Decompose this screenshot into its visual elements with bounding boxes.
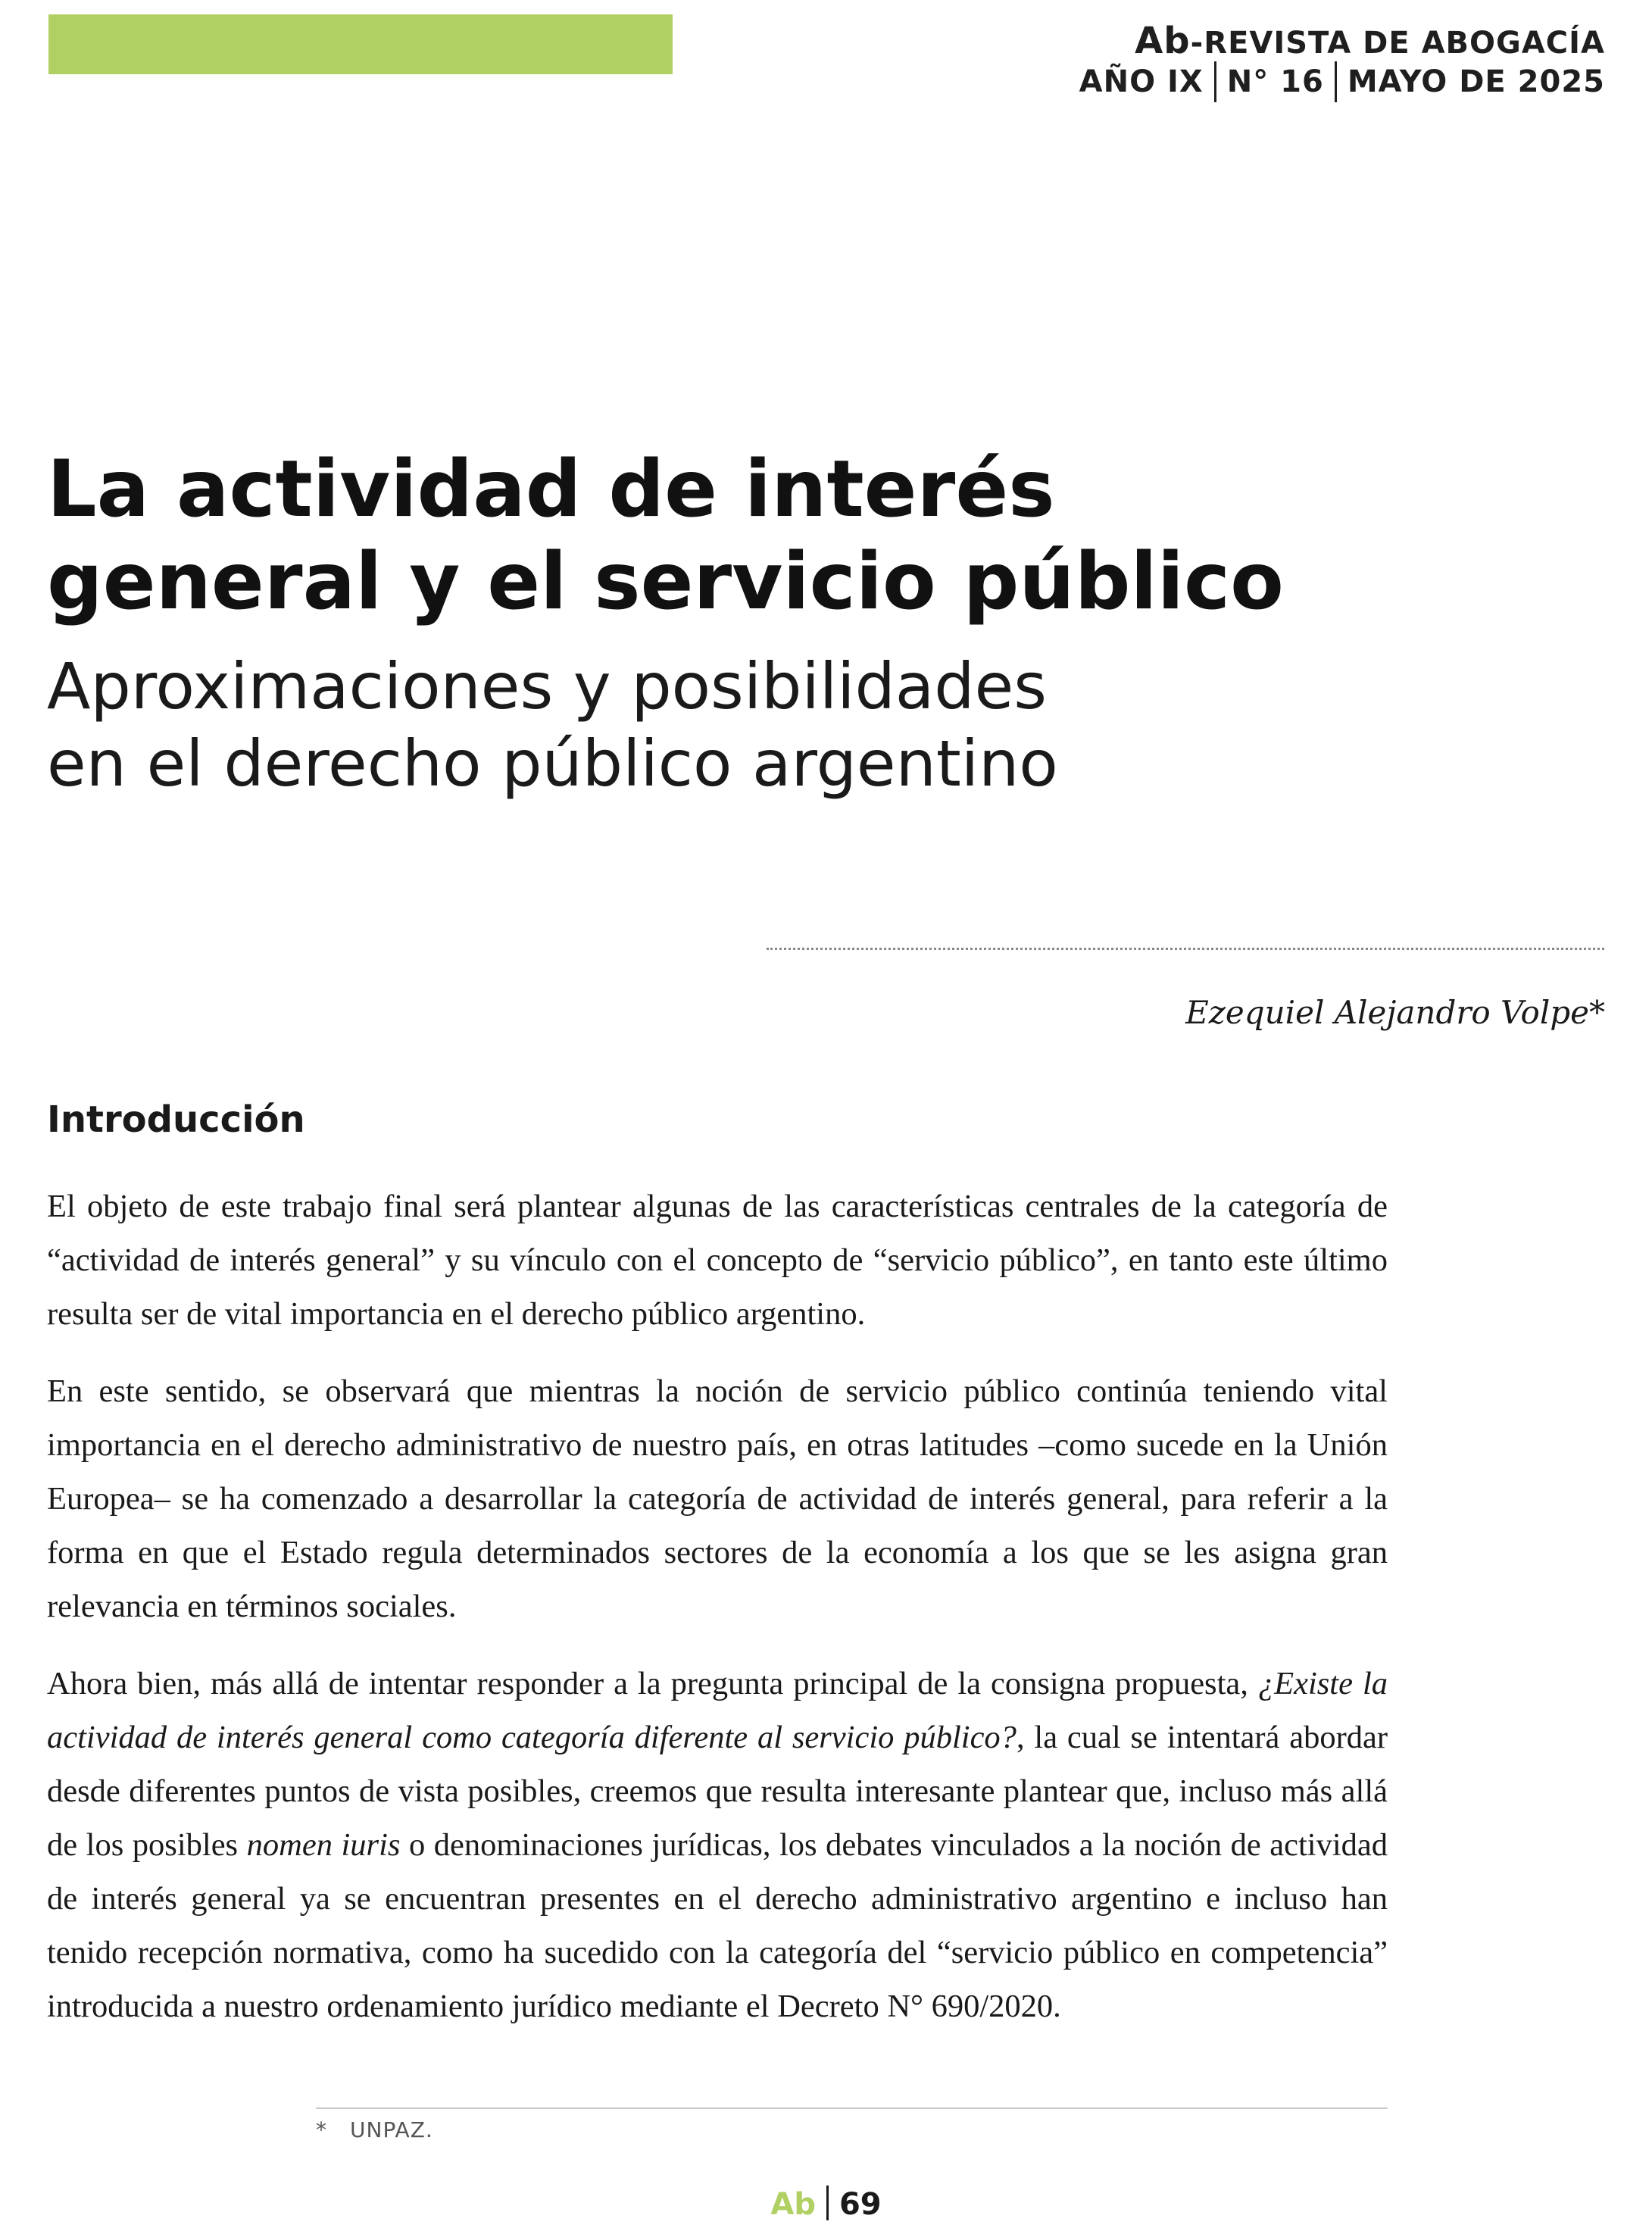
section-heading: Introducción	[47, 1098, 305, 1141]
paragraph-text: o denominaciones jurídicas, los debates vinculados a la noción de actividad de interés general ya se encuentran presentes en el derecho administrativo argentino e incluso han tenido recepción normativa, como ha sucedido con la categoría del “servicio público en competencia” introducida a nuestro ordenamiento jurídico mediante el Decreto N° 690/2020.	[47, 1827, 1388, 2024]
masthead-journal-name: -REVISTA DE ABOGACÍA	[1190, 26, 1605, 61]
article-subtitle-line2: en el derecho público argentino	[47, 726, 1058, 801]
article-title	[47, 443, 1335, 628]
dotted-divider	[767, 948, 1604, 950]
article-title-line1: La actividad de interés	[47, 444, 1055, 535]
page-footer	[0, 2186, 1652, 2222]
paragraph-text: , la cual se intentará abordar desde diferentes puntos de vista posibles, creemos que resulta interesante plantear que, incluso más allá de los posibles	[47, 1720, 1388, 1863]
footnote-divider	[316, 2107, 1388, 2109]
paragraph-question: ¿Existe la actividad de interés general como categoría diferente al servicio público?	[47, 1666, 1388, 1755]
footnote	[316, 2117, 433, 2142]
article-body	[47, 1179, 1388, 2057]
page-number: 69	[838, 2187, 882, 2222]
footer-divider	[826, 2186, 829, 2220]
paragraph: En este sentido, se observará que mientras la noción de servicio público continúa teniendo vital importancia en el derecho administrativo de nuestro país, en otras latitudes –como sucede en la Unión Europea– se ha comenzado a desarrollar la categoría de actividad de interés general, para referir a la forma en que el Estado regula determinados sectores de la economía a los que se les asigna gran relevancia en términos sociales.	[47, 1373, 1388, 1624]
masthead-issue-line	[1079, 61, 1605, 102]
paragraph-text: Ahora bien, más allá de intentar responder a la pregunta principal de la consigna propuesta,	[47, 1666, 1258, 1701]
article-author: Ezequiel Alejandro Volpe*	[1185, 994, 1605, 1031]
article-title-line2: general y el servicio público	[47, 536, 1284, 627]
masthead-logo: Ab	[1135, 20, 1191, 62]
masthead-journal	[1079, 20, 1605, 62]
paragraph	[47, 1657, 1388, 2033]
masthead-divider	[1335, 61, 1337, 102]
masthead-date: MAYO DE 2025	[1347, 64, 1605, 99]
masthead-issue: N° 16	[1226, 64, 1324, 99]
footnote-text: UNPAZ.	[350, 2117, 433, 2142]
article-subtitle	[47, 648, 1335, 802]
paragraph-latin-term: nomen iuris	[246, 1827, 401, 1863]
article-subtitle-line1: Aproximaciones y posibilidades	[47, 649, 1048, 723]
header-accent-bar	[48, 14, 673, 74]
footnote-marker: *	[316, 2117, 327, 2142]
masthead-year: AÑO IX	[1079, 64, 1204, 99]
paragraph: El objeto de este trabajo final será plantear algunas de las características centrales de la categoría de “actividad de interés general” y su vínculo con el concepto de “servicio público”, en tanto este último resulta ser de vital importancia en el derecho público argentino.	[47, 1189, 1388, 1332]
masthead-divider	[1214, 61, 1216, 102]
masthead	[1079, 20, 1605, 102]
footer-logo: Ab	[770, 2187, 816, 2222]
